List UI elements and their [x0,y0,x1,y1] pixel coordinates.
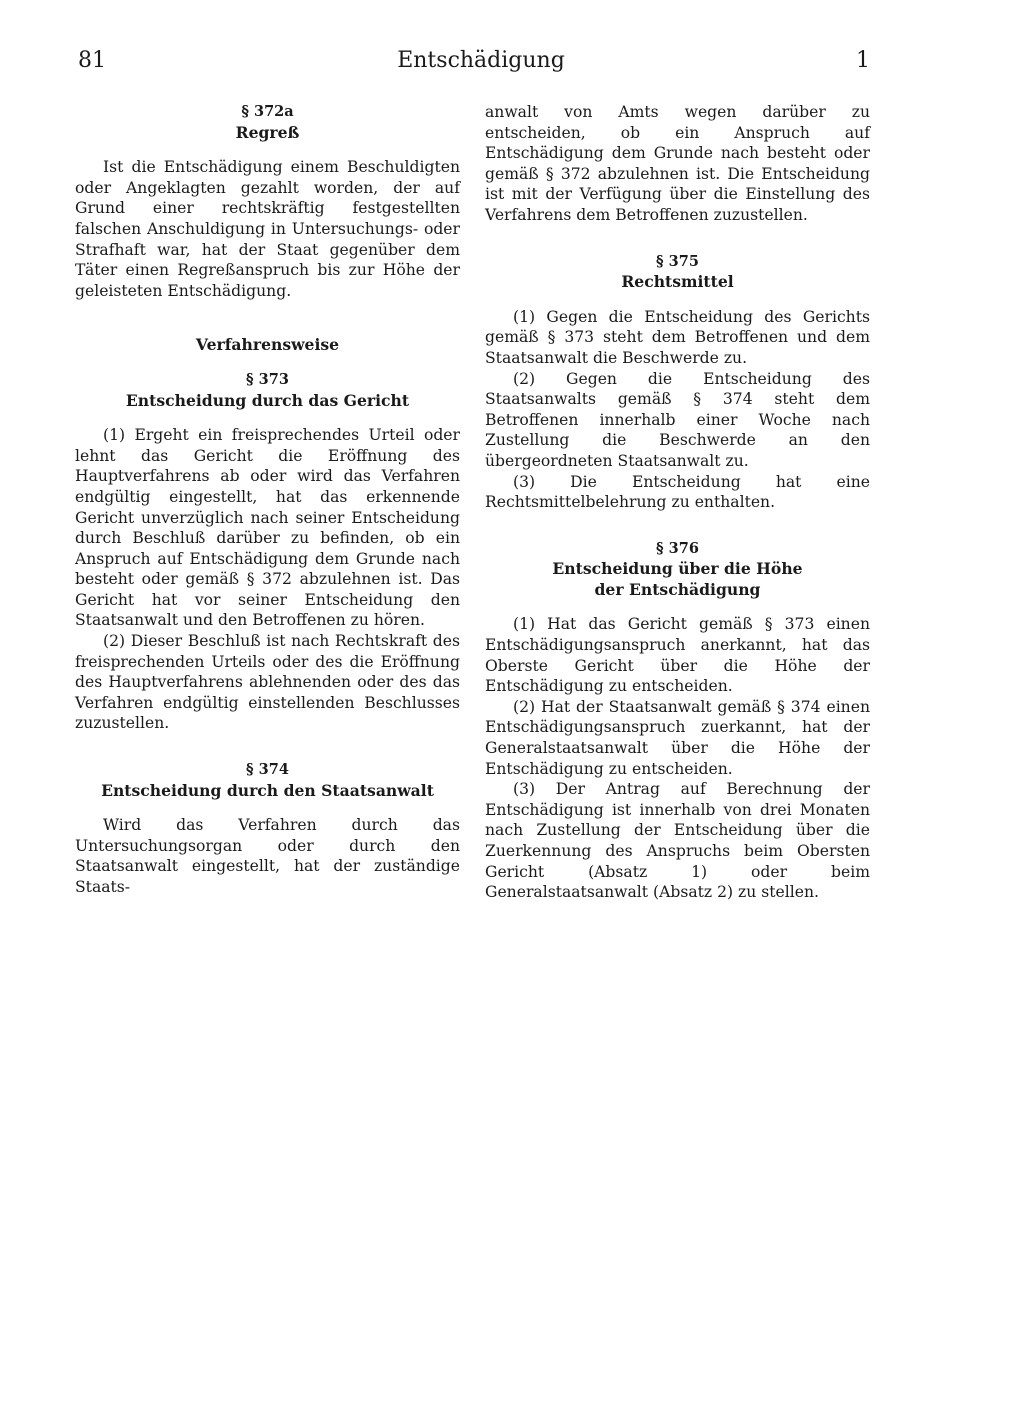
section-title-line-1: Entscheidung über die Höhe [552,559,803,579]
section-374-text: Wird das Verfahren durch das Untersuchungsorgan oder durch den Staatsanwalt eingestellt, hat der zuständige Staats- [75,816,460,896]
section-375-paragraph-2: (2) Gegen die Entscheidung des Staatsanwalts gemäß § 374 steht dem Betroffenen innerhalb einer Woche nach Zustellung die Beschwerde an den übergeordneten Staatsanwalt zu. [485,369,870,470]
section-number: § 373 [246,370,289,388]
page-number: 81 [78,48,106,73]
section-title: Entscheidung durch den Staatsanwalt [101,780,434,800]
section-375-paragraph-1: (1) Gegen die Entscheidung des Gerichts gemäß § 373 steht dem Betroffenen und dem Staatsanwalt die Beschwerde zu. [485,307,870,367]
section-376-paragraph-3: (3) Der Antrag auf Berechnung der Entschädigung ist innerhalb von drei Monaten nach Zustellung der Entscheidung über die Zuerkennung des Anspruchs beim Obersten Gericht (Absatz 1) oder beim Generalstaatsanwalt (Absatz 2) zu stellen. [485,780,870,902]
section-376-paragraph-2: (2) Hat der Staatsanwalt gemäß § 374 einen Entschädigungsanspruch zuerkannt, hat der Generalstaatsanwalt über die Höhe der Entschädigung zu entscheiden. [485,697,870,778]
section-number: § 375 [656,252,699,270]
section-372a-text: Ist die Entschädigung einem Beschuldigten oder Angeklagten gezahlt worden, der auf Grund einer rechtskräftig festgestellten falschen Anschuldigung in Untersuchungs- oder Strafhaft war, hat der Staat gegenüber dem Täter einen Regreßanspruch bis zur Höhe der geleisteten Entschädigung. [75,158,460,300]
section-374-heading [75,760,460,801]
section-376-heading [485,539,870,601]
section-373-paragraph-1: (1) Ergeht ein freisprechendes Urteil oder lehnt das Gericht die Eröffnung des Hauptverfahrens ab oder wird das Verfahren endgültig eingestellt, hat das erkennende Gericht unverzüglich nach seiner Entscheidung durch Beschluß darüber zu befinden, ob ein Anspruch auf Entschädigung dem Grunde nach besteht oder gemäß § 372 abzulehnen ist. Das Gericht hat vor seiner Entscheidung den Staatsanwalt und den Betroffenen zu hören. [75,426,460,630]
section-title: Entscheidung durch das Gericht [125,390,410,410]
section-375-heading [485,252,870,293]
running-head [78,48,870,73]
page-title: Entschädigung [397,48,565,73]
left-column [75,102,460,898]
chapter-number: 1 [856,48,870,73]
section-373-heading [75,370,460,411]
section-title: Regreß [235,122,300,142]
section-373-paragraph-2: (2) Dieser Beschluß ist nach Rechtskraft des freisprechenden Urteils oder des die Eröffnung des Hauptverfahrens ablehnenden oder des das Verfahren endgültig einstellenden Beschlusses zuzustellen. [75,632,460,733]
section-374-continued: anwalt von Amts wegen darüber zu entscheiden, ob ein Anspruch auf Entschädigung dem Grunde nach besteht oder gemäß § 372 abzulehnen ist. Die Entscheidung ist mit der Verfügung über die Einstellung des Verfahrens dem Betroffenen zuzustellen. [485,103,870,224]
part-heading: Verfahrensweise [195,335,340,355]
right-column [485,102,870,903]
section-number: § 376 [656,539,699,557]
section-372a-heading [75,102,460,143]
section-number: § 374 [246,761,289,779]
section-title: Rechtsmittel [621,272,734,292]
section-376-paragraph-1: (1) Hat das Gericht gemäß § 373 einen Entschädigungsanspruch anerkannt, hat das Oberste Gericht über die Höhe der Entschädigung zu entscheiden. [485,615,870,696]
section-375-paragraph-3: (3) Die Entscheidung hat eine Rechtsmittelbelehrung zu enthalten. [485,472,870,512]
section-title-line-2: der Entschädigung [594,579,761,599]
section-number: § 372a [241,103,294,120]
